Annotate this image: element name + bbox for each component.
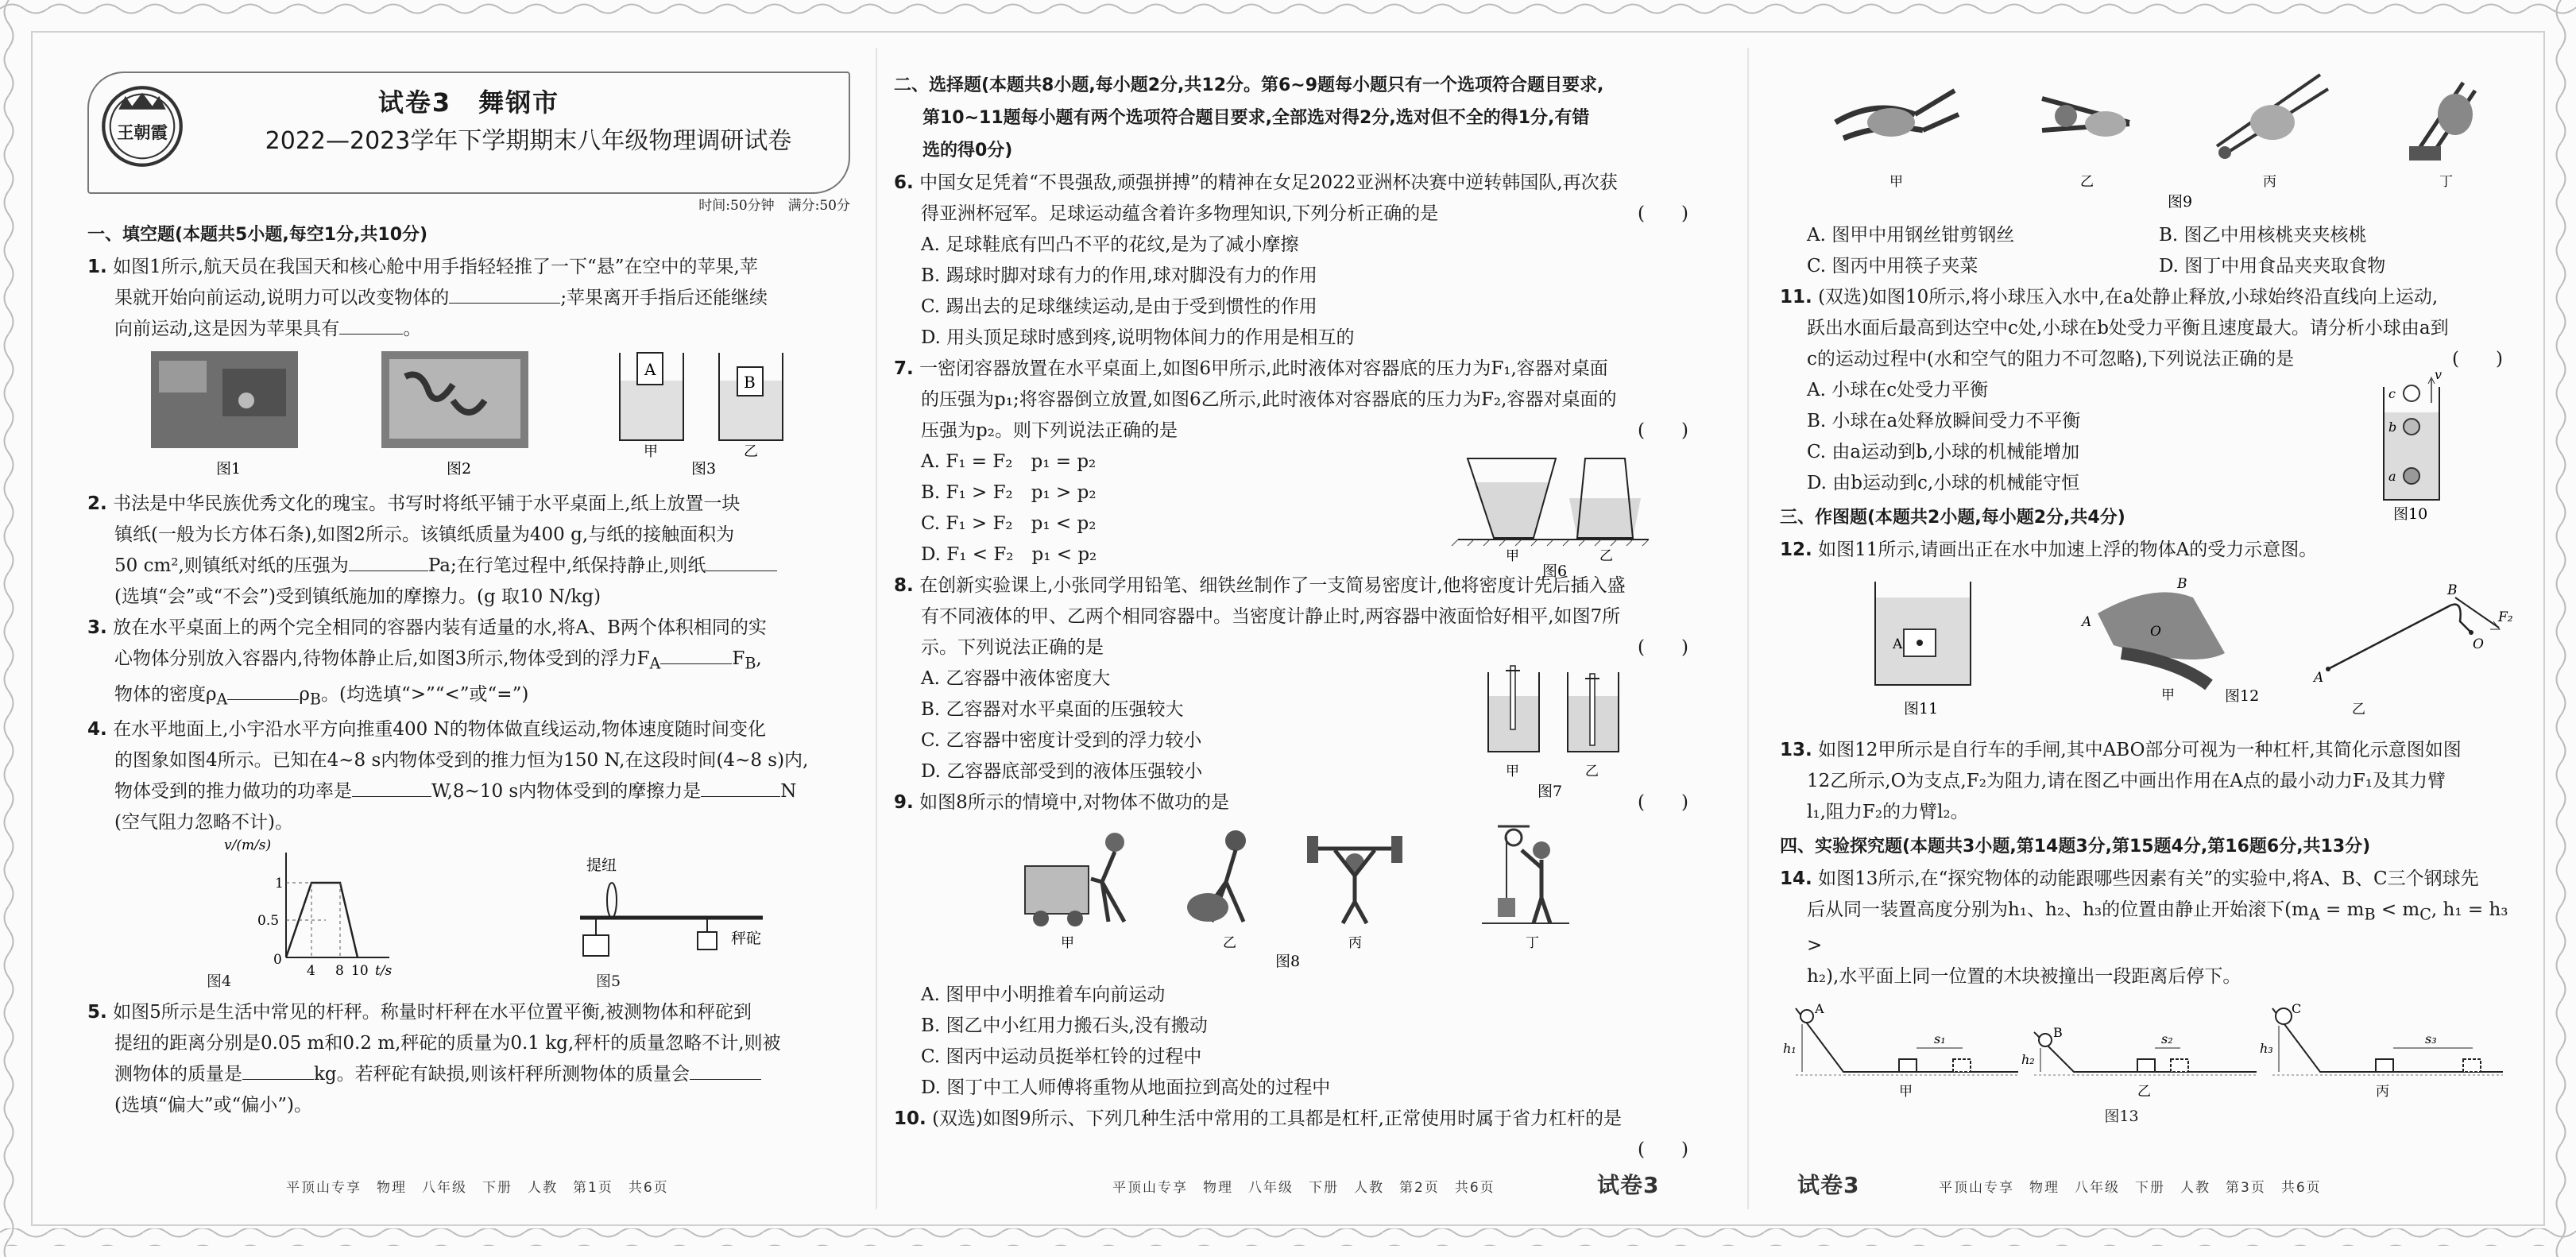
svg-text:丙: 丙 [1348,935,1362,951]
q11-line3: c的运动过程中(水和空气的阻力不可忽略),下列说法正确的是 [1807,349,2295,369]
q2-line2: 镇纸(一般为长方体石条),如图2所示。该镇纸质量为400 g,与纸的接触面积为 [114,524,735,545]
q3-blank-2[interactable] [227,680,299,700]
q8-option-c: C. 乙容器中密度计受到的浮力较小 [921,730,1202,751]
q3-line3a: 物体的密度ρ [114,683,217,705]
answer-bracket[interactable]: ( ) [1638,203,1688,224]
exam-title: 试卷3 舞钢市 [377,87,560,118]
svg-text:图11: 图11 [1904,700,1939,717]
q7-option-d: D. F₁ < F₂ p₁ < p₂ [921,544,1097,565]
q4-line2: 的图象如图4所示。已知在4~8 s内物体受到的推力恒为150 N,在这段时间(4~8 s)内, [114,750,809,772]
q7-option-a: A. F₁ = F₂ p₁ = p₂ [921,451,1097,472]
svg-text:4: 4 [307,963,315,980]
q11-option-a: A. 小球在c处受力平衡 [1807,380,1989,400]
figure-12-brake-lever [2080,576,2225,703]
svg-text:甲: 甲 [1506,548,1519,564]
q5-blank-1[interactable] [242,1060,314,1080]
q5-line3b: kg。若秤砣有缺损,则该杆秤所测物体的质量会 [314,1064,690,1085]
section-1-heading: 一、填空题(本题共5小题,每空1分,共10分) [87,225,428,245]
question-2 [87,489,850,613]
answer-bracket[interactable]: ( ) [1638,637,1688,658]
svg-text:图6: 图6 [1542,563,1568,580]
svg-text:h₃: h₃ [2260,1040,2273,1056]
svg-text:O: O [2473,636,2484,652]
svg-text:B: B [2177,576,2187,592]
figure-7-hydrometers [1474,664,1633,799]
q3-line3c: 。(均选填“>”“<”或“=”) [320,683,529,705]
svg-text:C: C [2292,1000,2302,1016]
svg-text:v: v [2435,367,2443,382]
q7-line1: 一密闭容器放置在水平桌面上,如图6甲所示,此时液体对容器底的压力为F₁,容器对桌面 [919,358,1608,379]
q8-option-d: D. 乙容器底部受到的液体压强较小 [921,761,1203,782]
figure-2-caption: 图2 [447,460,472,478]
svg-text:A: A [1815,1000,1824,1016]
q3-line1: 放在水平桌面上的两个完全相同的容器内装有适量的水,将A、B两个体积相同的实 [113,617,767,638]
svg-text:s₁: s₁ [1934,1031,1946,1046]
question-number: 1. [87,257,107,277]
q14-line2g: , h₁ = h₃ > [1807,899,2508,956]
figure-10-ball-water [2360,367,2471,523]
svg-text:图9: 图9 [2168,193,2193,211]
question-number: 6. [894,172,914,193]
q6-line2: 得亚洲杯冠军。足球运动蕴含着许多物理知识,下列分析正确的是 [921,203,1439,224]
q10-line1: (双选)如图9所示、下列几种生活中常用的工具都是杠杆,正常使用时属于省力杠杆的是 [932,1108,1622,1129]
q1-blank-1[interactable] [449,284,560,304]
svg-text:1: 1 [275,876,284,892]
q3-line2a: 心物体分别放入容器内,待物体静止后,如图3所示,物体受到的浮力F [114,648,650,669]
q14-line2: 后从同一装置高度分别为h₁、h₂、h₃的位置由静止开始滚下(m [1807,899,2309,920]
q6-line1: 中国女足凭着“不畏强敌,顽强拼搏”的精神在女足2022亚洲杯决赛中逆转韩国队,再次获 [919,172,1618,193]
svg-text:丁: 丁 [1526,935,1539,951]
q8-line1: 在创新实验课上,小张同学用铅笔、细铁丝制作了一支简易密度计,他将密度计先后插入盛 [919,575,1626,596]
svg-text:b: b [2388,420,2397,435]
q1-line2a: 果就开始向前运动,说明力可以改变物体的 [114,288,450,308]
figure-4-5-captions [87,966,850,997]
svg-text:v/(m/s): v/(m/s) [224,837,272,854]
svg-text:c: c [2388,386,2396,401]
q2-line1: 书法是中华民族优秀文化的瑰宝。书写时将纸平铺于水平桌面上,纸上放置一块 [113,493,741,514]
q14-line3: h₂),水平面上同一位置的木块被撞出一段距离后停下。 [1807,965,2241,987]
svg-text:B: B [2053,1024,2063,1040]
figure-11-12 [1780,566,2511,725]
q3-sub-d: B [309,690,321,709]
figure-13-ramps [1780,992,2511,1104]
section-3-heading: 三、作图题(本题共2小题,每小题2分,共4分) [1780,508,2125,528]
question-number: 7. [894,358,914,379]
svg-text:丙: 丙 [2263,174,2276,190]
figure-3-caption: 图3 [691,460,717,478]
figure-4-caption: 图4 [207,973,232,991]
q3-line3b: ρ [299,683,310,705]
svg-text:甲: 甲 [1506,764,1519,779]
figure-4-5 [87,837,850,980]
svg-text:乙: 乙 [2080,174,2094,190]
svg-text:乙: 乙 [744,443,758,460]
q7-line2: 的压强为p₁;将容器倒立放置,如图6乙所示,此时液体对容器底的压力为F₂,容器对桌面的 [921,389,1617,410]
q4-line3c: N [780,781,797,803]
q3-blank-1[interactable] [660,644,732,664]
q6-option-a: A. 足球鞋底有凹凸不平的花纹,是为了减小摩擦 [921,234,1299,255]
q3-line2b: F [732,648,745,669]
figure-13-ramp-a [1783,1001,2018,1100]
question-10 [894,1104,1696,1166]
question-number: 13. [1780,740,1812,760]
footer-page-3-mark: 试卷3 [1797,1172,1860,1198]
figure-13-caption: 图13 [2104,1107,2139,1125]
svg-text:乙: 乙 [2137,1083,2151,1100]
q2-line4: (选填“会”或“不会”)受到镇纸施加的摩擦力。(g 取10 N/kg) [114,586,601,607]
figure-1-3 [87,345,850,478]
q13-line3: l₁,阻力F₂的力臂l₂。 [1807,802,1969,822]
section-4-heading: 四、实验探究题(本题共3小题,第14题3分,第15题4分,第16题6分,共13分) [1780,837,2371,857]
q4-blank-1[interactable] [352,777,431,797]
figure-13-ramp-c [2260,1001,2503,1100]
figure-9-pliers [1835,91,1959,138]
q3-sub-b: B [745,654,756,673]
svg-text:乙: 乙 [1599,548,1613,564]
q1-line3a: 向前运动,这是因为苹果具有 [114,319,340,339]
svg-text:s₃: s₃ [2425,1031,2437,1046]
svg-text:乙: 乙 [1585,764,1599,779]
figure-11-float-object [1875,582,1971,717]
q6-option-d: D. 用头顶足球时感到疼,说明物体间力的作用是相互的 [921,327,1355,348]
q8-option-a: A. 乙容器中液体密度大 [921,668,1111,689]
svg-text:8: 8 [335,963,344,980]
question-14 [1780,864,2511,1132]
q10-options-row-1 [1780,220,2511,251]
q2-line3b: Pa;在行笔过程中,纸保持静止,则纸 [427,555,706,576]
figure-5-caption: 图5 [596,973,621,991]
svg-text:h₂: h₂ [2021,1051,2035,1067]
exam-meta: 时间:50分钟 满分:50分 [698,198,850,214]
q14-sub-b: B [2364,905,2376,924]
question-9 [894,787,1696,1104]
q8-line2: 有不同液体的甲、乙两个相同容器中。当密度计静止时,两容器中液面恰好相平,如图7所 [921,606,1621,627]
footer-page-2: 平顶山专享 物理 八年级 下册 人教 第2页 共6页 [1112,1180,1495,1196]
q14-sub-a: A [2308,905,2320,924]
answer-bracket[interactable]: ( ) [1638,420,1688,441]
q5-line3a: 测物体的质量是 [114,1064,242,1085]
svg-text:h₁: h₁ [1783,1040,1797,1056]
q10-options-row-2 [1780,251,2511,282]
figure-8-lift-rock [1187,830,1246,922]
q14-line2c: = m [2319,899,2365,920]
q3-line2c: , [756,648,762,669]
q13-line2: 12乙所示,O为支点,F₂为阻力,请在图乙中画出作用在A点的最小动力F₁及其力臂 [1807,771,2446,791]
question-8 [894,570,1696,800]
svg-text:A: A [1893,636,1903,652]
q4-line3a: 物体受到的推力做功的功率是 [114,781,352,803]
q2-blank-1[interactable] [349,551,428,571]
section-2-heading-3: 选的得0分) [922,141,1013,161]
figure-8-pulley [1482,826,1569,923]
figure-9-tongs [2409,83,2475,161]
question-number: 2. [87,493,107,514]
figure-9-nutcracker [2042,99,2129,137]
q7-option-b: B. F₁ > F₂ p₁ > p₂ [921,482,1097,503]
q9-option-b: B. 图乙中小红用力搬石头,没有搬动 [921,1015,1208,1036]
question-number: 14. [1780,868,1812,889]
figure-5-steelyard [580,857,763,956]
question-4 [87,714,850,838]
column-page-2 [894,67,1696,1166]
q3-sub-c: A [216,690,228,709]
figure-8-weightlifter [1307,836,1402,923]
svg-text:甲: 甲 [2161,687,2175,703]
svg-text:甲: 甲 [1889,174,1903,190]
q12-line1: 如图11所示,请画出正在水中加速上浮的物体A的受力示意图。 [1818,540,2318,560]
figure-4-vt-graph [224,837,393,979]
title-box [87,72,850,194]
q14-line1: 如图13所示,在“探究物体的动能跟哪些因素有关”的实验中,将A、B、C三个钢球先 [1818,868,2479,889]
svg-text:丙: 丙 [2376,1083,2389,1100]
q1-blank-2[interactable] [339,315,403,335]
q5-line2: 提纽的距离分别是0.05 m和0.2 m,秤砣的质量为0.1 kg,秤杆的质量忽略不计,则被 [114,1033,781,1054]
svg-text:s₂: s₂ [2161,1031,2173,1046]
q2-line3a: 50 cm²,则镇纸对纸的压强为 [114,555,349,576]
q5-line4: (选填“偏大”或“偏小”)。 [114,1095,312,1116]
svg-text:B: B [744,373,756,392]
q9-option-d: D. 图丁中工人师傅将重物从地面拉到高处的过程中 [921,1077,1331,1098]
figure-8-push-cart [1025,833,1124,926]
answer-bracket[interactable]: ( ) [1638,1139,1688,1160]
svg-text:t/s: t/s [375,963,393,980]
svg-text:甲: 甲 [1061,935,1074,951]
question-number: 3. [87,617,107,638]
figure-3-containers [620,353,783,460]
svg-text:0: 0 [273,952,282,969]
q9-option-a: A. 图甲中小明推着车向前运动 [921,984,1166,1005]
q9-line1: 如图8所示的情境中,对物体不做功的是 [919,792,1230,813]
q11-line1: (双选)如图10所示,将小球压入水中,在a处静止释放,小球始终沿直线向上运动, [1818,287,2439,307]
answer-bracket[interactable]: ( ) [1638,792,1688,813]
question-number: 11. [1780,287,1812,307]
svg-text:甲: 甲 [644,443,658,460]
svg-text:提纽: 提纽 [586,857,617,875]
svg-text:图10: 图10 [2393,505,2428,523]
svg-text:乙: 乙 [1223,935,1236,951]
q9-option-c: C. 图丙中运动员挺举杠铃的过程中 [921,1046,1202,1067]
q1-line3b: 。 [403,319,422,339]
footer-page-1: 平顶山专享 物理 八年级 下册 人教 第1页 共6页 [286,1180,669,1196]
svg-text:丁: 丁 [2439,174,2453,190]
q8-option-b: B. 乙容器对水平桌面的压强较大 [921,699,1184,720]
svg-text:图12: 图12 [2225,687,2260,705]
figure-9-tools [1828,67,2559,210]
q5-line1: 如图5所示是生活中常见的杆秤。称量时杆秤在水平位置平衡,被测物体和秤砣到 [113,1002,752,1023]
q13-line1: 如图12甲所示是自行车的手闸,其中ABO部分可视为一种杠杆,其简化示意图如图 [1818,740,2462,760]
question-number: 5. [87,1002,107,1023]
q11-option-d: D. 由b运动到c,小球的机械能守恒 [1807,473,2080,493]
q8-line3: 示。下列说法正确的是 [921,637,1104,658]
question-1 [87,252,850,345]
q14-line2e: < m [2375,899,2420,920]
question-13 [1780,735,2511,828]
svg-text:10: 10 [351,963,369,980]
svg-text:甲: 甲 [1899,1083,1913,1100]
q2-blank-2[interactable] [706,551,777,571]
answer-bracket[interactable]: ( ) [2452,349,2503,369]
q6-option-b: B. 踢球时脚对球有力的作用,球对脚没有力的作用 [921,265,1317,286]
svg-text:0.5: 0.5 [257,913,280,930]
section-2-heading-2: 第10~11题每小题有两个选项符合题目要求,全部选对得2分,选对但不全的得1分,有错 [922,108,1590,128]
svg-text:F₂: F₂ [2498,609,2513,625]
svg-text:图7: 图7 [1537,783,1563,800]
q4-line3b: W,8~10 s内物体受到的摩擦力是 [431,781,702,803]
svg-text:A: A [2314,670,2324,686]
question-3 [87,613,850,714]
figure-13-ramp-b [2021,1025,2257,1100]
question-number: 4. [87,719,107,741]
svg-text:王朝霞: 王朝霞 [117,122,168,142]
question-number: 8. [894,575,914,596]
question-7 [894,354,1696,580]
q14-sub-c: C [2419,905,2431,924]
q4-blank-2[interactable] [701,777,780,797]
question-12 [1780,535,2511,735]
figure-9-chopsticks [2217,75,2328,159]
q11-option-c: C. 由a运动到b,小球的机械能增加 [1807,442,2080,462]
q11-line2: 跃出水面后最高到达空中c处,小球在b处受力平衡且速度最大。请分析小球由a到 [1807,318,2449,338]
svg-text:O: O [2150,624,2161,640]
figure-8-scenes [894,818,1696,969]
exam-subtitle: 2022—2023学年下学期期末八年级物理调研试卷 [265,127,792,155]
question-number: 12. [1780,540,1812,560]
q7-line3: 压强为p₂。则下列说法正确的是 [921,420,1178,441]
q1-line2b: ;苹果离开手指后还能继续 [560,288,768,308]
svg-text:秤砣: 秤砣 [731,930,762,948]
q5-blank-2[interactable] [690,1060,761,1080]
svg-text:A: A [2082,614,2092,630]
figure-12-lever-diagram [2225,582,2513,717]
q10-option-a: A. 图甲中用钢丝钳剪钢丝 [1807,225,2015,246]
section-2-heading-1: 二、选择题(本题共8小题,每小题2分,共12分。第6~9题每小题只有一个选项符合题目要求, [894,75,1604,95]
q10-option-b: B. 图乙中用核桃夹夹核桃 [2159,225,2367,246]
svg-text:B: B [2447,582,2458,598]
column-page-3 [1780,67,2511,1132]
q10-option-c: C. 图丙中用筷子夹菜 [1807,256,1978,277]
footer-page-2-mark: 试卷3 [1597,1172,1660,1198]
figure-6-containers [1458,451,1657,578]
question-number: 10. [894,1108,926,1129]
q3-sub-a: A [649,654,661,673]
svg-text:乙: 乙 [2352,702,2365,717]
question-5 [87,997,850,1121]
footer-page-3: 平顶山专享 物理 八年级 下册 人教 第3页 共6页 [1939,1180,2322,1196]
figure-1-caption: 图1 [216,460,242,478]
svg-text:A: A [644,360,656,379]
svg-text:a: a [2388,469,2396,484]
q6-option-c: C. 踢出去的足球继续运动,是由于受到惯性的作用 [921,296,1317,317]
question-6 [894,168,1696,354]
q7-option-c: C. F₁ > F₂ p₁ < p₂ [921,513,1097,534]
q4-line1: 在水平地面上,小宇沿水平方向推重400 N的物体做直线运动,物体速度随时间变化 [113,719,767,741]
question-number: 9. [894,792,914,813]
q4-line4: (空气阻力忽略不计)。 [114,812,293,833]
q1-line1: 如图1所示,航天员在我国天和核心舱中用手指轻轻推了一下“悬”在空中的苹果,苹 [113,257,758,277]
q10-option-d: D. 图丁中用食品夹夹取食物 [2159,256,2386,277]
svg-text:图8: 图8 [1275,953,1301,970]
q11-option-b: B. 小球在a处释放瞬间受力不平衡 [1807,411,2081,431]
column-page-1 [87,72,850,1121]
